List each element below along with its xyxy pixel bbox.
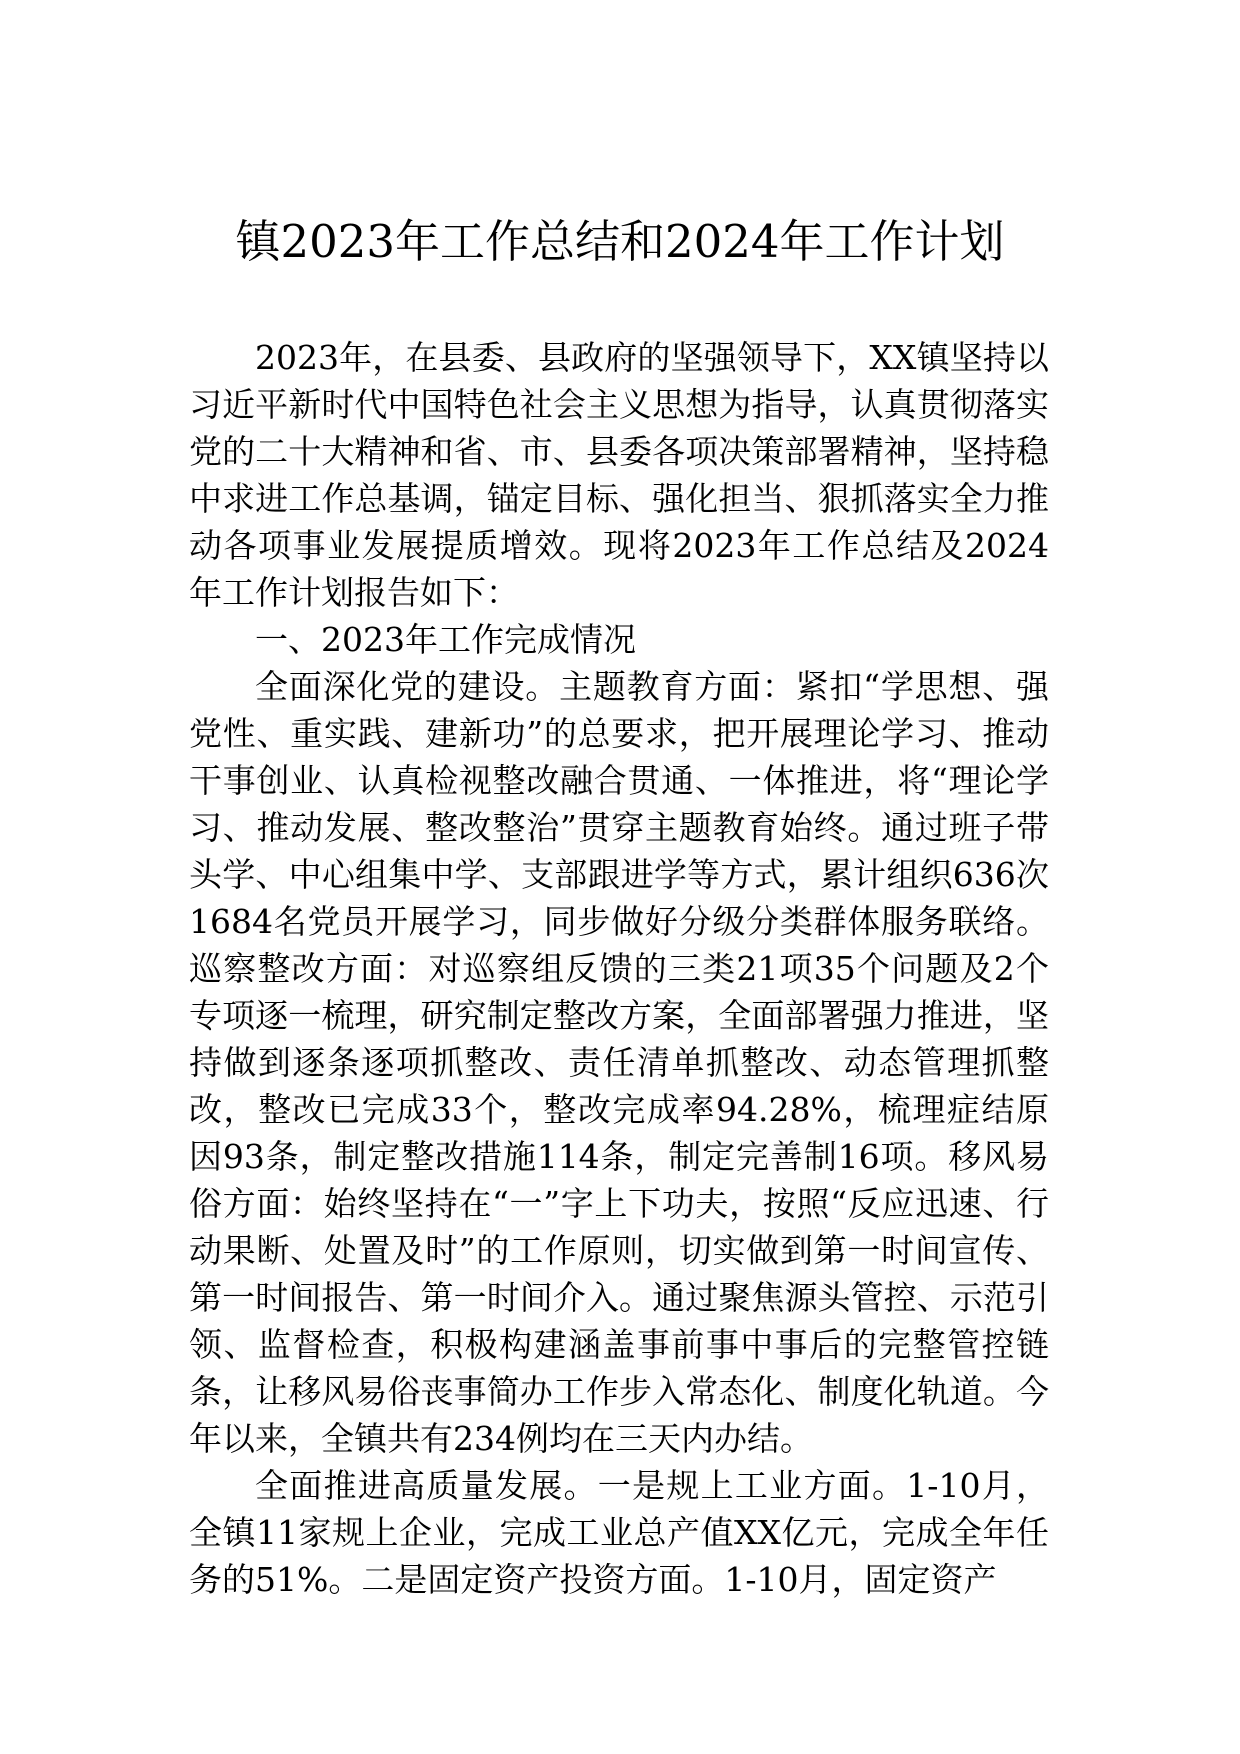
party-building-paragraph: 全面深化党的建设。主题教育方面：紧扣“学思想、强党性、重实践、建新功”的总要求，把开展理论学习、推动干事创业、认真检视整改融合贯通、一体推进，将“理论学习、推动发展、整改整治”贯穿主题教育始终。通过班子带头学、中心组集中学、支部跟进学等方式，累计组织636次1684名党员开展学习，同步做好分级分类群体服务联络。巡察整改方面：对巡察组反馈的三类21项35个问题及2个专项逐一梳理，研究制定整改方案，全面部署强力推进，坚持做到逐条逐项抓整改、责任清单抓整改、动态管理抓整改，整改已完成33个，整改完成率94.28%，梳理症结原因93条，制定整改措施114条，制定完善制16项。移风易俗方面：始终坚持在“一”字上下功夫，按照“反应迅速、行动果断、处置及时”的工作原则，切实做到第一时间宣传、第一时间报告、第一时间介入。通过聚焦源头管控、示范引领、监督检查，积极构建涵盖事前事中事后的完整管控链条，让移风易俗丧事简办工作步入常态化、制度化轨道。今年以来，全镇共有234例均在三天内办结。 xyxy=(189,667,1049,1458)
development-paragraph: 全面推进高质量发展。一是规上工业方面。1-10月，全镇11家规上企业，完成工业总产值XX亿元，完成全年任务的51%。二是固定资产投资方面。1-10月，固定资产 xyxy=(189,1466,1049,1599)
intro-paragraph: 2023年，在县委、县政府的坚强领导下，XX镇坚持以习近平新时代中国特色社会主义思想为指导，认真贯彻落实党的二十大精神和省、市、县委各项决策部署精神，坚持稳中求进工作总基调，锚定目标、强化担当、狠抓落实全力推动各项事业发展提质增效。现将2023年工作总结及2024年工作计划报告如下： xyxy=(189,338,1049,612)
section-heading: 一、2023年工作完成情况 xyxy=(255,620,636,659)
document-title: 镇2023年工作总结和2024年工作计划 xyxy=(235,215,1005,268)
document-body xyxy=(189,334,1049,1603)
